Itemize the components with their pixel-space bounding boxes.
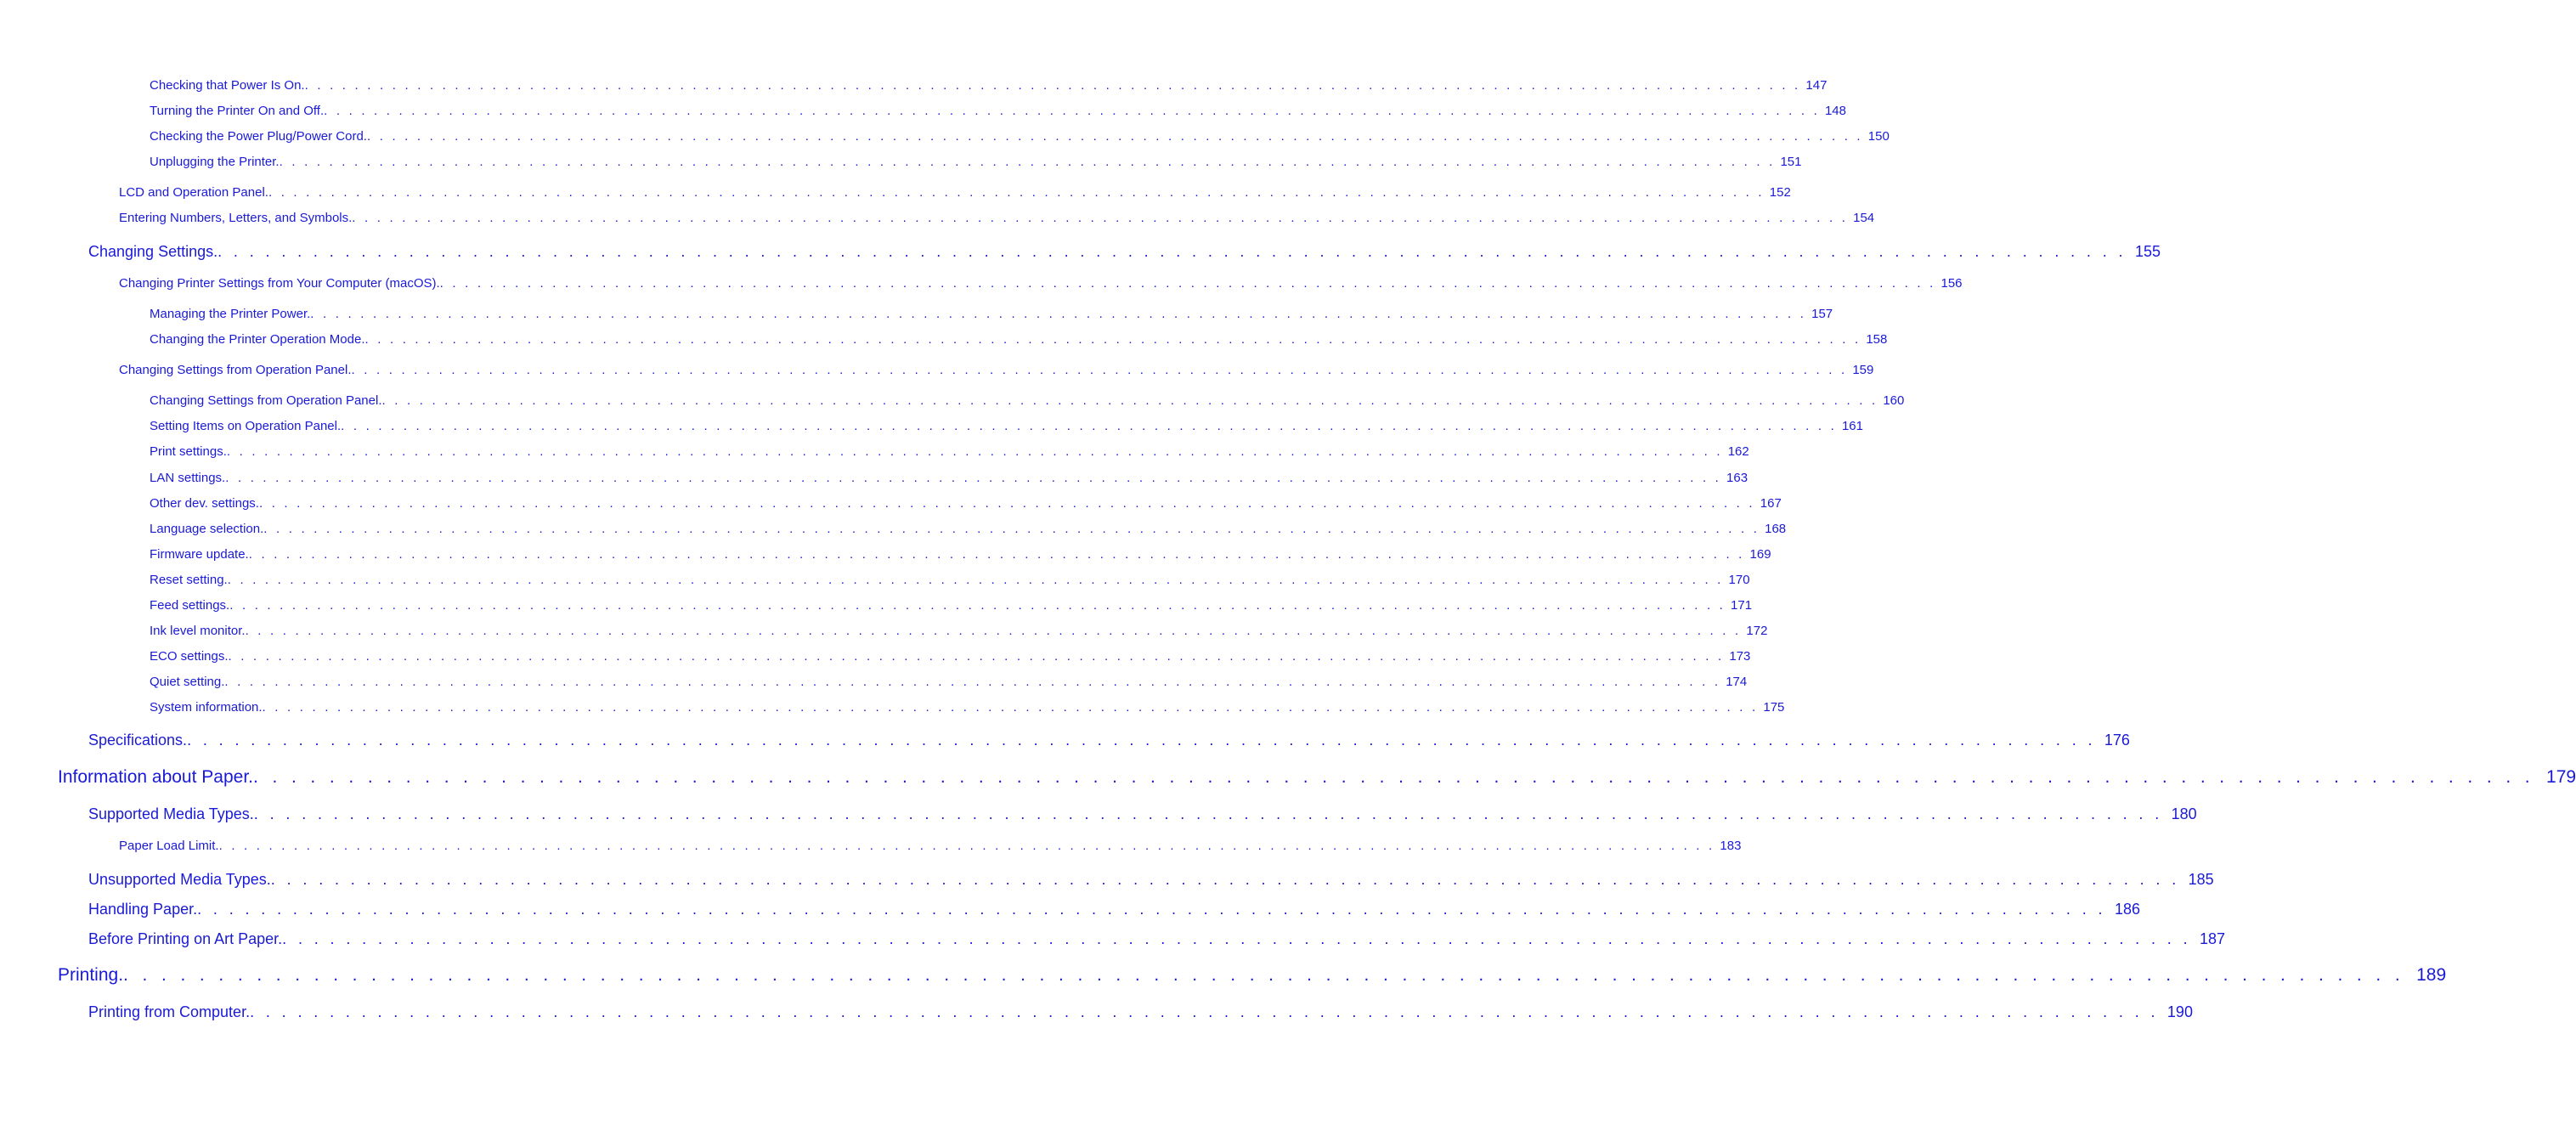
toc-entry-label: Checking the Power Plug/Power Cord.	[150, 129, 367, 144]
toc-entry-label: Information about Paper.	[58, 767, 253, 787]
toc-page-number: 161	[1841, 419, 1863, 433]
toc-page-number: 171	[1731, 598, 1753, 613]
toc-entry-label: System information.	[150, 700, 263, 715]
toc-page-number: 176	[2104, 732, 2130, 749]
toc-page-number: 190	[2166, 1003, 2193, 1020]
toc-entry-label: Printing.	[58, 965, 124, 985]
toc-entry[interactable]	[88, 732, 2130, 749]
toc-entry[interactable]	[150, 129, 1890, 144]
toc-entry-label: Changing the Printer Operation Mode.	[150, 332, 365, 347]
toc-entry[interactable]	[150, 522, 1787, 536]
toc-entry[interactable]	[150, 496, 1782, 511]
toc-entry-label: Ink level monitor.	[150, 624, 246, 638]
toc-page-number: 154	[1853, 211, 1875, 225]
toc-entry[interactable]	[150, 675, 1748, 689]
dot-leader: . . . . . . . . . . . . . . . . . . . . . . . . . . . . . . . . . . . . . . . . . . . . . . . . . . . . . . . . . . . . . . . . . . . . . . . . . . . . . . . . . . . . . . . . . . . . . . . . . . . . . . . . . . . . . . . . . . . . . . . .	[217, 243, 2127, 260]
toc-page-number: 168	[1765, 522, 1787, 536]
toc-page-number: 169	[1749, 547, 1771, 562]
toc-page-number: 189	[2416, 965, 2447, 985]
toc-page-number: 155	[2134, 243, 2161, 260]
dot-leader: . . . . . . . . . . . . . . . . . . . . . . . . . . . . . . . . . . . . . . . . . . . . . . . . . . . . . . . . . . . . . . . . . . . . . . . . . . . . . . . . . . . . . . . . . . . . . . . . . . . . . . . . . . . . . . . . . . . . . . . .	[304, 78, 1801, 93]
toc-page-number: 160	[1883, 393, 1905, 408]
toc-entry[interactable]	[58, 767, 2576, 787]
dot-leader: . . . . . . . . . . . . . . . . . . . . . . . . . . . . . . . . . . . . . . . . . . . . . . . . . . . . . . . . . . . . . . . . . . . . . . . . . . . . . . . . . . . . . . . . . . . . . . . . . . . . . . . . . . . . . . . . . . . . . . . .	[218, 839, 1715, 853]
dot-leader: . . . . . . . . . . . . . . . . . . . . . . . . . . . . . . . . . . . . . . . . . . . . . . . . . . . . . . . . . . . . . . . . . . . . . . . . . . . . . . . . . . . . . . . . . . . . . . . . . . . . . . . . . . . . . . . . . . . . . . . .	[253, 767, 2535, 787]
toc-entry[interactable]	[150, 393, 1905, 408]
toc-entry-label: Feed settings.	[150, 598, 230, 613]
toc-page-number: 159	[1852, 363, 1874, 377]
toc-entry-label: Unsupported Media Types.	[88, 871, 271, 888]
toc-entry-label: Specifications.	[88, 732, 188, 749]
dot-leader: . . . . . . . . . . . . . . . . . . . . . . . . . . . . . . . . . . . . . . . . . . . . . . . . . . . . . . . . . . . . . . . . . . . . . . . . . . . . . . . . . . . . . . . . . . . . . . . . . . . . . . . . . . . . . . . . . . . . . . . .	[439, 276, 1936, 291]
toc-entry[interactable]	[88, 871, 2214, 888]
toc-entry-label: LCD and Operation Panel.	[119, 185, 268, 200]
toc-entry-label: Printing from Computer.	[88, 1003, 251, 1020]
toc-entry-label: Changing Printer Settings from Your Computer (macOS).	[119, 276, 440, 291]
toc-entry[interactable]	[119, 211, 1875, 225]
dot-leader: . . . . . . . . . . . . . . . . . . . . . . . . . . . . . . . . . . . . . . . . . . . . . . . . . . . . . . . . . . . . . . . . . . . . . . . . . . . . . . . . . . . . . . . . . . . . . . . . . . . . . . . . . . . . . . . . . . . . . . . .	[262, 700, 1759, 715]
dot-leader: . . . . . . . . . . . . . . . . . . . . . . . . . . . . . . . . . . . . . . . . . . . . . . . . . . . . . . . . . . . . . . . . . . . . . . . . . . . . . . . . . . . . . . . . . . . . . . . . . . . . . . . . . . . . . . . . . . . . . . . .	[268, 185, 1765, 200]
toc-page-number: 175	[1763, 700, 1785, 715]
dot-leader: . . . . . . . . . . . . . . . . . . . . . . . . . . . . . . . . . . . . . . . . . . . . . . . . . . . . . . . . . . . . . . . . . . . . . . . . . . . . . . . . . . . . . . . . . . . . . . . . . . . . . . . . . . . . . . . . . . . . . . . .	[224, 675, 1721, 689]
toc-entry-label: Managing the Printer Power.	[150, 307, 311, 321]
dot-leader: . . . . . . . . . . . . . . . . . . . . . . . . . . . . . . . . . . . . . . . . . . . . . . . . . . . . . . . . . . . . . . . . . . . . . . . . . . . . . . . . . . . . . . . . . . . . . . . . . . . . . . . . . . . . . . . . . . . . . . . .	[250, 1003, 2159, 1020]
dot-leader: . . . . . . . . . . . . . . . . . . . . . . . . . . . . . . . . . . . . . . . . . . . . . . . . . . . . . . . . . . . . . . . . . . . . . . . . . . . . . . . . . . . . . . . . . . . . . . . . . . . . . . . . . . . . . . . . . . . . . . . .	[197, 901, 2106, 918]
dot-leader: . . . . . . . . . . . . . . . . . . . . . . . . . . . . . . . . . . . . . . . . . . . . . . . . . . . . . . . . . . . . . . . . . . . . . . . . . . . . . . . . . . . . . . . . . . . . . . . . . . . . . . . . . . . . . . . . . . . . . . . .	[364, 332, 1861, 347]
toc-entry[interactable]	[150, 155, 1802, 169]
dot-leader: . . . . . . . . . . . . . . . . . . . . . . . . . . . . . . . . . . . . . . . . . . . . . . . . . . . . . . . . . . . . . . . . . . . . . . . . . . . . . . . . . . . . . . . . . . . . . . . . . . . . . . . . . . . . . . . . . . . . . . . .	[279, 155, 1776, 169]
toc-entry[interactable]	[150, 78, 1827, 93]
toc-entry-label: Before Printing on Art Paper.	[88, 930, 283, 947]
toc-entry-label: Turning the Printer On and Off.	[150, 104, 325, 118]
toc-page-number: 185	[2188, 871, 2214, 888]
toc-entry[interactable]	[119, 185, 1791, 200]
toc-entry-label: Paper Load Limit.	[119, 839, 219, 853]
dot-leader: . . . . . . . . . . . . . . . . . . . . . . . . . . . . . . . . . . . . . . . . . . . . . . . . . . . . . . . . . . . . . . . . . . . . . . . . . . . . . . . . . . . . . . . . . . . . . . . . . . . . . . . . . . . . . . . . . . . . . . . .	[324, 104, 1820, 118]
dot-leader: . . . . . . . . . . . . . . . . . . . . . . . . . . . . . . . . . . . . . . . . . . . . . . . . . . . . . . . . . . . . . . . . . . . . . . . . . . . . . . . . . . . . . . . . . . . . . . . . . . . . . . . . . . . . . . . . . . . . . . . .	[258, 496, 1755, 511]
toc-entry[interactable]	[88, 930, 2226, 947]
toc-entry[interactable]	[119, 363, 1874, 377]
toc-entry-label: ECO settings.	[150, 649, 229, 664]
toc-page-number: 147	[1805, 78, 1827, 93]
dot-leader: . . . . . . . . . . . . . . . . . . . . . . . . . . . . . . . . . . . . . . . . . . . . . . . . . . . . . . . . . . . . . . . . . . . . . . . . . . . . . . . . . . . . . . . . . . . . . . . . . . . . . . . . . . . . . . . . . . . . . . . .	[270, 871, 2180, 888]
dot-leader: . . . . . . . . . . . . . . . . . . . . . . . . . . . . . . . . . . . . . . . . . . . . . . . . . . . . . . . . . . . . . . . . . . . . . . . . . . . . . . . . . . . . . . . . . . . . . . . . . . . . . . . . . . . . . . . . . . . . . . . .	[245, 624, 1742, 638]
toc-page-number: 152	[1769, 185, 1791, 200]
dot-leader: . . . . . . . . . . . . . . . . . . . . . . . . . . . . . . . . . . . . . . . . . . . . . . . . . . . . . . . . . . . . . . . . . . . . . . . . . . . . . . . . . . . . . . . . . . . . . . . . . . . . . . . . . . . . . . . . . . . . . . . .	[227, 573, 1724, 587]
toc-page-number: 173	[1729, 649, 1751, 664]
toc-page-number: 174	[1726, 675, 1748, 689]
toc-entry-label: Changing Settings from Operation Panel.	[119, 363, 352, 377]
toc-entry[interactable]	[119, 839, 1742, 853]
toc-page-number: 151	[1780, 155, 1802, 169]
toc-entry-label: Checking that Power Is On.	[150, 78, 305, 93]
toc-entry-label: Changing Settings.	[88, 243, 218, 260]
toc-entry-label: LAN settings.	[150, 471, 226, 485]
dot-leader: . . . . . . . . . . . . . . . . . . . . . . . . . . . . . . . . . . . . . . . . . . . . . . . . . . . . . . . . . . . . . . . . . . . . . . . . . . . . . . . . . . . . . . . . . . . . . . . . . . . . . . . . . . . . . . . . . . . . . . . .	[351, 363, 1848, 377]
dot-leader: . . . . . . . . . . . . . . . . . . . . . . . . . . . . . . . . . . . . . . . . . . . . . . . . . . . . . . . . . . . . . . . . . . . . . . . . . . . . . . . . . . . . . . . . . . . . . . . . . . . . . . . . . . . . . . . . . . . . . . . .	[225, 471, 1722, 485]
toc-entry[interactable]	[119, 276, 1963, 291]
toc-entry-label: Changing Settings from Operation Panel.	[150, 393, 382, 408]
dot-leader: . . . . . . . . . . . . . . . . . . . . . . . . . . . . . . . . . . . . . . . . . . . . . . . . . . . . . . . . . . . . . . . . . . . . . . . . . . . . . . . . . . . . . . . . . . . . . . . . . . . . . . . . . . . . . . . . . . . . . . . .	[229, 598, 1726, 613]
toc-entry[interactable]	[150, 471, 1748, 485]
toc-entry[interactable]	[150, 419, 1863, 433]
toc-entry[interactable]	[150, 547, 1771, 562]
toc-page-number: 156	[1940, 276, 1963, 291]
toc-entry-label: Handling Paper.	[88, 901, 198, 918]
toc-page-number: 150	[1867, 129, 1890, 144]
toc-page-number: 158	[1866, 332, 1888, 347]
toc-entry[interactable]	[88, 901, 2140, 918]
toc-page-number: 148	[1824, 104, 1846, 118]
toc-page-number: 179	[2546, 767, 2576, 787]
toc-entry[interactable]	[150, 624, 1768, 638]
toc-page-number: 163	[1726, 471, 1748, 485]
dot-leader: . . . . . . . . . . . . . . . . . . . . . . . . . . . . . . . . . . . . . . . . . . . . . . . . . . . . . . . . . . . . . . . . . . . . . . . . . . . . . . . . . . . . . . . . . . . . . . . . . . . . . . . . . . . . . . . . . . . . . . . .	[253, 805, 2163, 822]
toc-page-number: 167	[1760, 496, 1782, 511]
toc-entry-label: Reset setting.	[150, 573, 228, 587]
toc-page-number: 170	[1728, 573, 1750, 587]
dot-leader: . . . . . . . . . . . . . . . . . . . . . . . . . . . . . . . . . . . . . . . . . . . . . . . . . . . . . . . . . . . . . . . . . . . . . . . . . . . . . . . . . . . . . . . . . . . . . . . . . . . . . . . . . . . . . . . . . . . . . . . .	[381, 393, 1878, 408]
toc-page-number: 183	[1720, 839, 1742, 853]
toc-page-number: 186	[2114, 901, 2140, 918]
toc-entry-label: Setting Items on Operation Panel.	[150, 419, 342, 433]
toc-entry[interactable]	[150, 649, 1751, 664]
toc-entry-label: Print settings.	[150, 444, 227, 459]
toc-entry-label: Entering Numbers, Letters, and Symbols.	[119, 211, 353, 225]
toc-entry[interactable]	[150, 307, 1833, 321]
toc-entry[interactable]	[88, 805, 2197, 822]
dot-leader: . . . . . . . . . . . . . . . . . . . . . . . . . . . . . . . . . . . . . . . . . . . . . . . . . . . . . . . . . . . . . . . . . . . . . . . . . . . . . . . . . . . . . . . . . . . . . . . . . . . . . . . . . . . . . . . . . . . . . . . .	[228, 649, 1725, 664]
toc-page-number: 187	[2199, 930, 2226, 947]
toc-entry[interactable]	[150, 332, 1888, 347]
toc-entry[interactable]	[58, 965, 2447, 985]
toc-entry[interactable]	[150, 444, 1749, 459]
dot-leader: . . . . . . . . . . . . . . . . . . . . . . . . . . . . . . . . . . . . . . . . . . . . . . . . . . . . . . . . . . . . . . . . . . . . . . . . . . . . . . . . . . . . . . . . . . . . . . . . . . . . . . . . . . . . . . . . . . . . . . . .	[310, 307, 1807, 321]
dot-leader: . . . . . . . . . . . . . . . . . . . . . . . . . . . . . . . . . . . . . . . . . . . . . . . . . . . . . . . . . . . . . . . . . . . . . . . . . . . . . . . . . . . . . . . . . . . . . . . . . . . . . . . . . . . . . . . . . . . . . . . .	[352, 211, 1849, 225]
toc-entry-label: Firmware update.	[150, 547, 249, 562]
toc-entry[interactable]	[88, 1003, 2193, 1020]
toc-entry-label: Quiet setting.	[150, 675, 225, 689]
dot-leader: . . . . . . . . . . . . . . . . . . . . . . . . . . . . . . . . . . . . . . . . . . . . . . . . . . . . . . . . . . . . . . . . . . . . . . . . . . . . . . . . . . . . . . . . . . . . . . . . . . . . . . . . . . . . . . . . . . . . . . . .	[341, 419, 1837, 433]
toc-entry-label: Language selection.	[150, 522, 264, 536]
toc-entry[interactable]	[150, 700, 1785, 715]
dot-leader: . . . . . . . . . . . . . . . . . . . . . . . . . . . . . . . . . . . . . . . . . . . . . . . . . . . . . . . . . . . . . . . . . . . . . . . . . . . . . . . . . . . . . . . . . . . . . . . . . . . . . . . . . . . . . . . . . . . . . . . .	[187, 732, 2096, 749]
dot-leader: . . . . . . . . . . . . . . . . . . . . . . . . . . . . . . . . . . . . . . . . . . . . . . . . . . . . . . . . . . . . . . . . . . . . . . . . . . . . . . . . . . . . . . . . . . . . . . . . . . . . . . . . . . . . . . . . . . . . . . . .	[248, 547, 1745, 562]
dot-leader: . . . . . . . . . . . . . . . . . . . . . . . . . . . . . . . . . . . . . . . . . . . . . . . . . . . . . . . . . . . . . . . . . . . . . . . . . . . . . . . . . . . . . . . . . . . . . . . . . . . . . . . . . . . . . . . . . . . . . . . .	[226, 444, 1723, 459]
toc-entry-label: Supported Media Types.	[88, 805, 254, 822]
toc-entry[interactable]	[150, 573, 1750, 587]
toc-entry-label: Other dev. settings.	[150, 496, 259, 511]
dot-leader: . . . . . . . . . . . . . . . . . . . . . . . . . . . . . . . . . . . . . . . . . . . . . . . . . . . . . . . . . . . . . . . . . . . . . . . . . . . . . . . . . . . . . . . . . . . . . . . . . . . . . . . . . . . . . . . . . . . . . . . .	[123, 965, 2405, 985]
toc-page-number: 180	[2171, 805, 2197, 822]
toc-entry[interactable]	[88, 243, 2161, 260]
toc-entry[interactable]	[150, 104, 1846, 118]
toc-page-number: 172	[1746, 624, 1768, 638]
toc-page-number: 162	[1727, 444, 1749, 459]
dot-leader: . . . . . . . . . . . . . . . . . . . . . . . . . . . . . . . . . . . . . . . . . . . . . . . . . . . . . . . . . . . . . . . . . . . . . . . . . . . . . . . . . . . . . . . . . . . . . . . . . . . . . . . . . . . . . . . . . . . . . . . .	[366, 129, 1863, 144]
toc-page-number: 157	[1811, 307, 1833, 321]
dot-leader: . . . . . . . . . . . . . . . . . . . . . . . . . . . . . . . . . . . . . . . . . . . . . . . . . . . . . . . . . . . . . . . . . . . . . . . . . . . . . . . . . . . . . . . . . . . . . . . . . . . . . . . . . . . . . . . . . . . . . . . .	[282, 930, 2191, 947]
toc-entry[interactable]	[150, 598, 1753, 613]
toc-entry-label: Unplugging the Printer.	[150, 155, 280, 169]
dot-leader: . . . . . . . . . . . . . . . . . . . . . . . . . . . . . . . . . . . . . . . . . . . . . . . . . . . . . . . . . . . . . . . . . . . . . . . . . . . . . . . . . . . . . . . . . . . . . . . . . . . . . . . . . . . . . . . . . . . . . . . .	[263, 522, 1760, 536]
